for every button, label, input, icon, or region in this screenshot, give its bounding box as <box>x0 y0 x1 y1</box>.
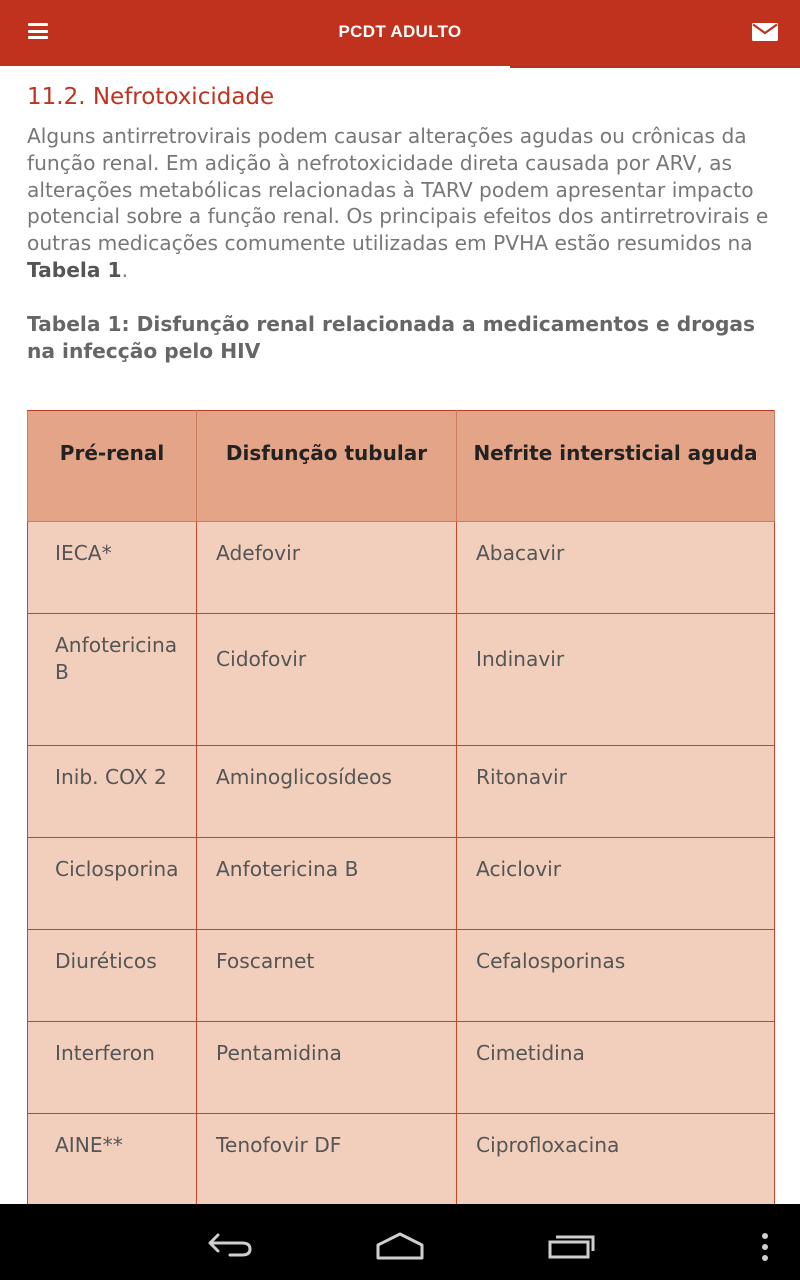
section-title: 11.2. Nefrotoxicidade <box>27 84 275 110</box>
table-cell: Diuréticos <box>28 930 197 1022</box>
overflow-menu-icon[interactable] <box>760 1232 770 1262</box>
header-cell <box>197 411 457 522</box>
table-cell: Aminoglicosídeos <box>197 746 457 838</box>
table-reference: Tabela 1 <box>27 257 122 282</box>
header-cell <box>28 411 197 522</box>
table-cell: Cefalosporinas <box>457 930 775 1022</box>
app-bar <box>0 0 800 66</box>
paragraph-end: . <box>121 257 128 282</box>
table-row <box>28 1022 775 1114</box>
table-header-row <box>28 411 775 522</box>
table-row <box>28 838 775 930</box>
body-paragraph <box>27 123 772 284</box>
table-cell: Pentamidina <box>197 1022 457 1114</box>
table-cell: Aciclovir <box>457 838 775 930</box>
table-cell: Inib. COX 2 <box>28 746 197 838</box>
table-row <box>28 930 775 1022</box>
table-cell: Adefovir <box>197 522 457 614</box>
table-cell: AINE** <box>28 1114 197 1205</box>
home-icon[interactable] <box>375 1231 425 1261</box>
table-caption: Tabela 1: Disfunção renal relacionada a medicamentos e drogas na infecção pelo HIV <box>27 312 756 363</box>
table-cell: Ciprofloxacina <box>457 1114 775 1205</box>
table-cell: Cimetidina <box>457 1022 775 1114</box>
table-cell: Ritonavir <box>457 746 775 838</box>
back-icon[interactable] <box>206 1232 254 1258</box>
table-cell: Anfotericina B <box>28 614 197 746</box>
header-cell <box>457 411 775 522</box>
table-cell: Cidofovir <box>197 614 457 746</box>
table-row <box>28 1114 775 1205</box>
system-nav-bar <box>0 1204 800 1280</box>
table-cell: Indinavir <box>457 614 775 746</box>
table-row <box>28 746 775 838</box>
table-cell: Abacavir <box>457 522 775 614</box>
table-cell: Tenofovir DF <box>197 1114 457 1205</box>
table-row <box>28 522 775 614</box>
recent-apps-icon[interactable] <box>548 1232 596 1260</box>
header-nefrite: Nefrite intersticial aguda <box>473 441 758 465</box>
header-pre-renal: Pré-renal <box>59 441 165 465</box>
app-title: PCDT ADULTO <box>338 22 462 41</box>
table-cell: Anfotericina B <box>197 838 457 930</box>
table-row <box>28 614 775 746</box>
table-cell: Interferon <box>28 1022 197 1114</box>
table-cell: Ciclosporina <box>28 838 197 930</box>
article-content[interactable] <box>0 66 800 1204</box>
mail-icon[interactable] <box>752 23 778 41</box>
header-tubular: Disfunção tubular <box>225 441 428 465</box>
table-cell: Foscarnet <box>197 930 457 1022</box>
table-cell: IECA* <box>28 522 197 614</box>
paragraph-text: Alguns antirretrovirais podem causar alterações agudas ou crônicas da função renal. Em adição à nefrotoxicidade direta causada por ARV, as alterações metabólicas relacionadas à TARV podem apresentar impacto potencial sobre a função renal. Os principais efeitos dos antirretrovirais e outras medicações comumente utilizadas em PVHA estão resumidos na <box>27 124 769 256</box>
drug-table <box>27 410 775 1204</box>
